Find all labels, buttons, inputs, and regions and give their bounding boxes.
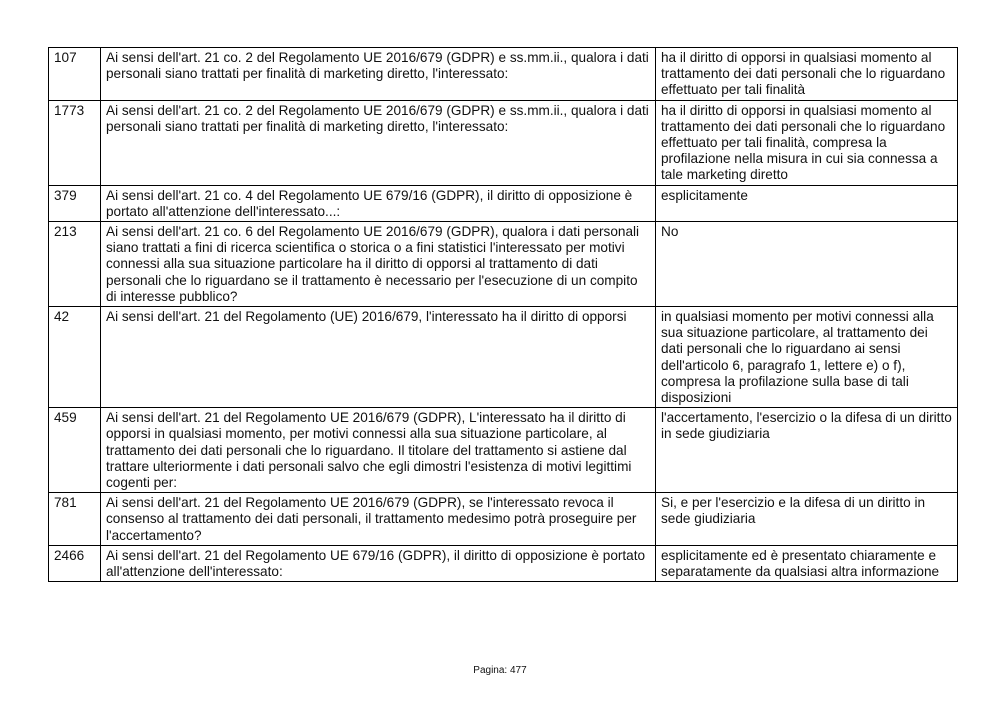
question-text-cell: Ai sensi dell'art. 21 co. 6 del Regolamento UE 2016/679 (GDPR), qualora i dati personali siano trattati a fini di ricerca scientifica o storica o a fini statistici l'interessato per motivi connessi alla sua situazione particolare ha il diritto di opporsi al trattamento di dati personali che lo riguardano se il trattamento è necessario per l'esecuzione di un compito di interesse pubblico? [101,222,656,307]
answer-text-cell: l'accertamento, l'esercizio o la difesa di un diritto in sede giudiziaria [656,408,958,493]
table-row [49,48,958,101]
table-row [49,408,958,493]
table-row [49,222,958,307]
question-text-cell: Ai sensi dell'art. 21 del Regolamento UE 2016/679 (GDPR), se l'interessato revoca il consenso al trattamento dei dati personali, il trattamento medesimo potrà proseguire per l'accertamento? [101,493,656,546]
question-id-cell: 379 [49,185,101,221]
question-id-cell: 459 [49,408,101,493]
question-text-cell: Ai sensi dell'art. 21 del Regolamento UE 2016/679 (GDPR), L'interessato ha il diritto di opporsi in qualsiasi momento, per motivi connessi alla sua situazione particolare, al trattamento dei dati personali che lo riguardano. Il titolare del trattamento si astiene dal trattare ulteriormente i dati personali salvo che egli dimostri l'esistenza di motivi legittimi cogenti per: [101,408,656,493]
question-text-cell: Ai sensi dell'art. 21 co. 2 del Regolamento UE 2016/679 (GDPR) e ss.mm.ii., qualora i dati personali siano trattati per finalità di marketing diretto, l'interessato: [101,100,656,185]
question-id-cell: 781 [49,493,101,546]
answer-text-cell: esplicitamente ed è presentato chiaramente e separatamente da qualsiasi altra informazione [656,545,958,581]
question-id-cell: 213 [49,222,101,307]
page-number-footer: Pagina: 477 [473,665,527,676]
table-row [49,307,958,408]
question-id-cell: 2466 [49,545,101,581]
answer-text-cell: ha il diritto di opporsi in qualsiasi momento al trattamento dei dati personali che lo riguardano effettuato per tali finalità [656,48,958,101]
answer-text-cell: in qualsiasi momento per motivi connessi alla sua situazione particolare, al trattamento dei dati personali che lo riguardano ai sensi dell'articolo 6, paragrafo 1, lettere e) o f), compresa la profilazione sulla base di tali disposizioni [656,307,958,408]
answer-text-cell: Si, e per l'esercizio e la difesa di un diritto in sede giudiziaria [656,493,958,546]
table-row [49,185,958,221]
question-text-cell: Ai sensi dell'art. 21 co. 2 del Regolamento UE 2016/679 (GDPR) e ss.mm.ii., qualora i dati personali siano trattati per finalità di marketing diretto, l'interessato: [101,48,656,101]
table-row [49,493,958,546]
question-id-cell: 1773 [49,100,101,185]
question-id-cell: 107 [49,48,101,101]
answer-text-cell: ha il diritto di opporsi in qualsiasi momento al trattamento dei dati personali che lo riguardano effettuato per tali finalità, compresa la profilazione nella misura in cui sia connessa a tale marketing diretto [656,100,958,185]
question-text-cell: Ai sensi dell'art. 21 del Regolamento UE 679/16 (GDPR), il diritto di opposizione è portato all'attenzione dell'interessato: [101,545,656,581]
question-text-cell: Ai sensi dell'art. 21 co. 4 del Regolamento UE 679/16 (GDPR), il diritto di opposizione è portato all'attenzione dell'interessato...: [101,185,656,221]
question-id-cell: 42 [49,307,101,408]
table-row [49,100,958,185]
question-answer-table [48,47,958,582]
answer-text-cell: esplicitamente [656,185,958,221]
question-text-cell: Ai sensi dell'art. 21 del Regolamento (UE) 2016/679, l'interessato ha il diritto di opporsi [101,307,656,408]
table-row [49,545,958,581]
answer-text-cell: No [656,222,958,307]
